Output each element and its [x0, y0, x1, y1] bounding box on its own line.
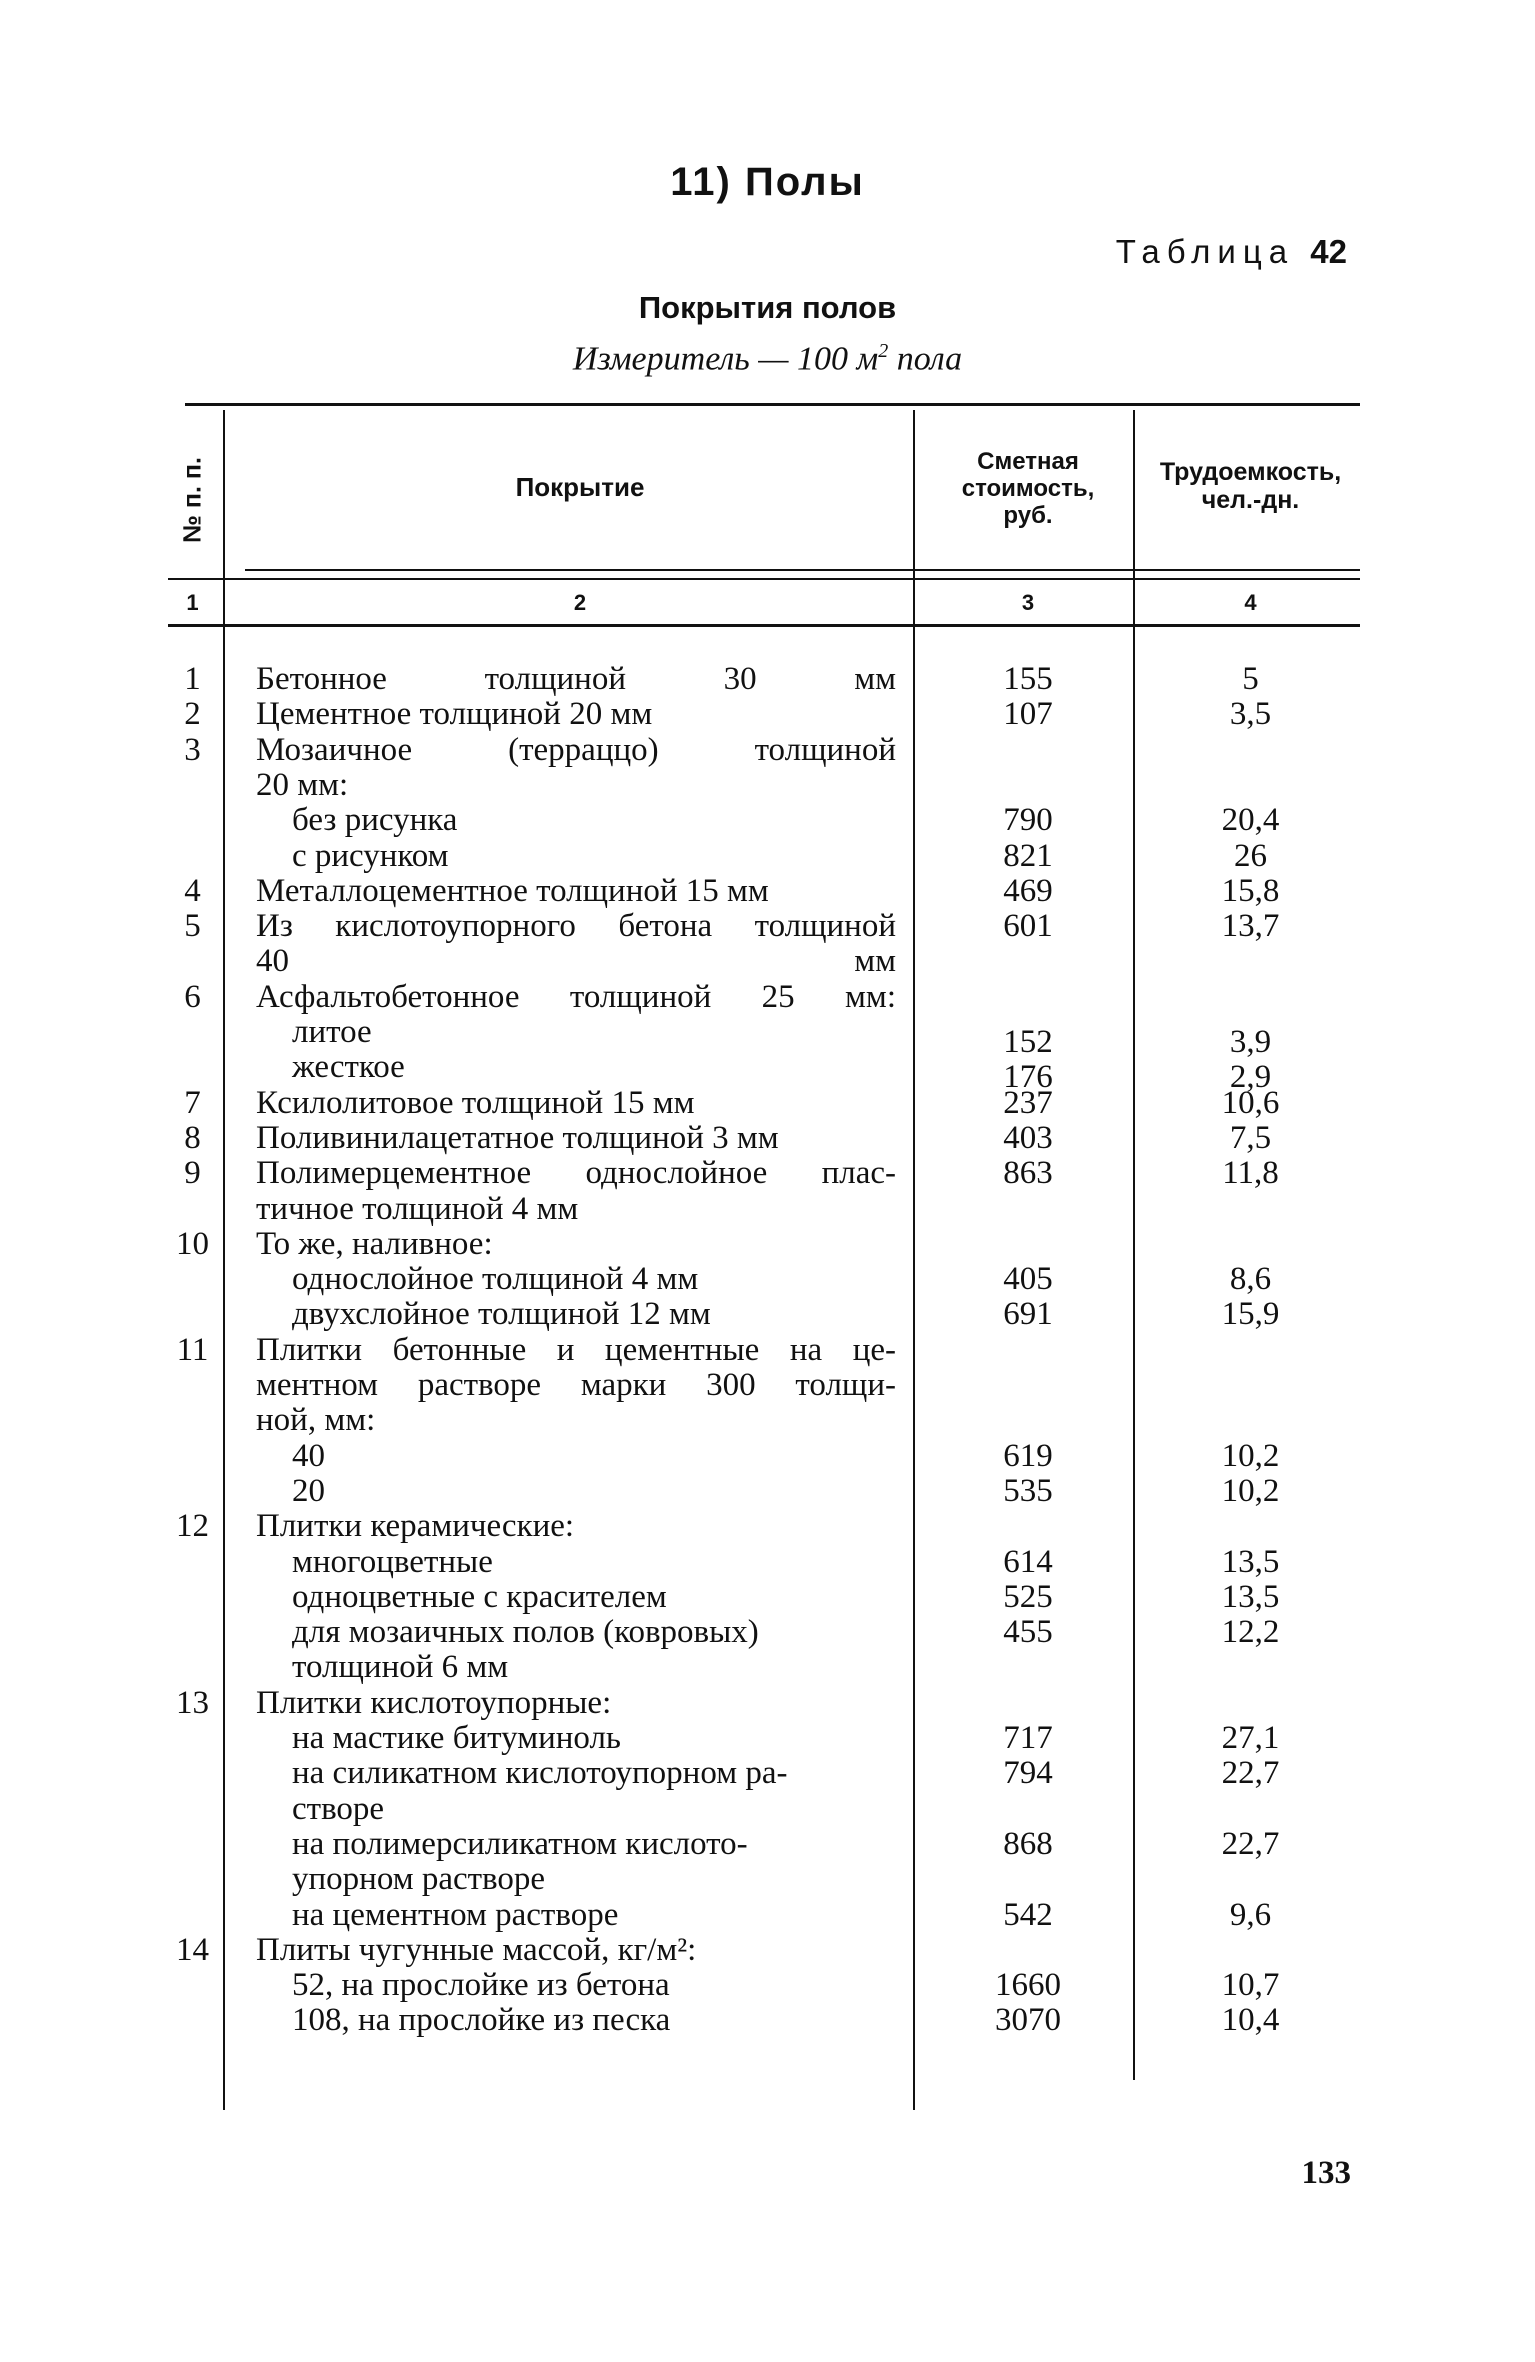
col-divider-1	[223, 410, 225, 2110]
numbers-bottom-rule	[168, 624, 1360, 627]
row-description: на мастике битуминоль	[292, 1720, 621, 1756]
header-cost	[918, 448, 1138, 529]
row-description: Плитки кислотоупорные:	[256, 1684, 612, 1721]
row-labor: 27,1	[1221, 1720, 1280, 1756]
row-cost: 790	[1003, 802, 1053, 839]
row-description: на силикатном кислотоупорном ра-	[292, 1755, 788, 1792]
row-labor: 3,9	[1229, 1024, 1272, 1060]
row-labor: 3,5	[1229, 696, 1272, 733]
header-coverage: Покрытие	[515, 472, 645, 502]
row-description: 40	[292, 1437, 325, 1474]
row-cost: 237	[1003, 1084, 1053, 1121]
row-number: 8	[184, 1119, 201, 1156]
column-number-3: 3	[1021, 590, 1035, 615]
row-description: на полимерсиликатном кислото-	[292, 1825, 748, 1862]
col-divider-2	[913, 410, 915, 2110]
header-labor-line2: чел.-дн.	[1201, 486, 1300, 514]
row-description: Плитки бетонные и цементные на це-	[256, 1331, 896, 1368]
row-description: без рисунка	[292, 802, 458, 839]
row-cost: 542	[1003, 1896, 1053, 1933]
row-description: Мозаичное (терраццо) толщиной	[256, 731, 896, 768]
row-labor: 2,9	[1229, 1059, 1272, 1096]
page-number: 133	[1301, 2155, 1351, 2191]
numbers-top-rule	[168, 578, 1360, 580]
row-description: 108, на прослойке из песка	[292, 2002, 671, 2039]
row-cost: 535	[1003, 1472, 1053, 1509]
row-number: 4	[184, 872, 201, 909]
table-unit-m: м	[856, 340, 879, 378]
table-unit-prefix: Измеритель — 100	[572, 340, 848, 378]
row-description: 40 мм	[256, 943, 896, 980]
row-description: Асфальтобетонное толщиной 25 мм:	[256, 978, 896, 1015]
row-number: 10	[176, 1225, 209, 1262]
row-cost: 152	[1003, 1024, 1053, 1060]
row-labor: 22,7	[1221, 1825, 1280, 1862]
row-number: 7	[184, 1084, 201, 1121]
row-number: 12	[176, 1508, 209, 1545]
row-labor: 10,2	[1221, 1437, 1280, 1474]
row-description: упорном растворе	[292, 1861, 546, 1898]
table-top-rule	[185, 403, 1360, 406]
table-unit-sup: 2	[878, 340, 889, 362]
row-number: 1	[184, 661, 201, 697]
row-description: на цементном растворе	[292, 1896, 619, 1933]
table-label-word: Таблица	[1115, 233, 1295, 270]
row-cost: 691	[1003, 1296, 1053, 1333]
row-description: Плитки керамические:	[256, 1508, 575, 1545]
row-description: То же, наливное:	[256, 1225, 493, 1262]
row-description: Цементное толщиной 20 мм	[256, 696, 653, 733]
row-description: двухслойное толщиной 12 мм	[292, 1296, 711, 1333]
row-labor: 8,6	[1229, 1261, 1272, 1298]
row-cost: 469	[1003, 872, 1053, 909]
row-number: 11	[176, 1331, 209, 1368]
row-cost: 868	[1003, 1825, 1053, 1862]
row-labor: 7,5	[1229, 1119, 1272, 1156]
row-description: литое	[292, 1014, 372, 1050]
row-description: 20	[292, 1472, 325, 1509]
header-labor	[1138, 458, 1363, 514]
row-number: 2	[184, 696, 201, 733]
row-labor: 9,6	[1229, 1896, 1272, 1933]
header-num: № п. п.	[178, 457, 207, 543]
row-description: для мозаичных полов (ковровых)	[292, 1614, 759, 1651]
row-cost: 403	[1003, 1119, 1053, 1156]
row-description: створе	[292, 1790, 385, 1827]
row-labor: 13,5	[1221, 1578, 1280, 1615]
row-labor: 15,8	[1221, 872, 1280, 909]
row-description: однослойное толщиной 4 мм	[292, 1261, 699, 1298]
row-description: Поливинилацетатное толщиной 3 мм	[256, 1119, 779, 1156]
row-cost: 525	[1003, 1578, 1053, 1615]
row-number: 3	[184, 731, 201, 768]
header-bottom-rule	[245, 569, 1360, 571]
header-labor-line1: Трудоемкость,	[1159, 458, 1342, 486]
row-labor: 13,7	[1221, 908, 1280, 945]
row-labor: 26	[1234, 837, 1267, 874]
row-description: жесткое	[292, 1049, 405, 1086]
row-labor: 10,2	[1221, 1472, 1280, 1509]
row-labor: 20,4	[1221, 802, 1280, 839]
row-number: 13	[176, 1684, 209, 1721]
column-number-4: 4	[1244, 590, 1257, 615]
row-description: с рисунком	[292, 837, 449, 874]
row-cost: 717	[1003, 1720, 1053, 1756]
row-description: Из кислотоупорного бетона толщиной	[256, 908, 896, 945]
row-number: 6	[184, 978, 201, 1015]
row-number: 9	[184, 1155, 201, 1192]
section-title: 11) Полы	[670, 160, 865, 204]
row-description: ной, мм:	[256, 1402, 376, 1439]
row-description: Плиты чугунные массой, кг/м²:	[256, 1931, 697, 1968]
row-cost: 455	[1003, 1614, 1053, 1651]
row-labor: 10,7	[1221, 1967, 1280, 2004]
row-labor: 22,7	[1221, 1755, 1280, 1792]
row-cost: 3070	[995, 2002, 1061, 2039]
row-cost: 405	[1003, 1261, 1053, 1298]
row-cost: 155	[1003, 661, 1053, 697]
row-cost: 614	[1003, 1543, 1053, 1580]
row-labor: 15,9	[1221, 1296, 1280, 1333]
row-description: Металлоцементное толщиной 15 мм	[256, 872, 769, 909]
header-cost-line1: Сметная	[977, 448, 1079, 475]
row-cost: 176	[1003, 1059, 1053, 1096]
row-description: Ксилолитовое толщиной 15 мм	[256, 1084, 695, 1121]
row-description: многоцветные	[292, 1543, 493, 1580]
row-cost: 619	[1003, 1437, 1053, 1474]
header-cost-line3: руб.	[1003, 502, 1053, 529]
row-labor: 13,5	[1221, 1543, 1280, 1580]
row-number: 14	[176, 1931, 209, 1968]
row-cost: 601	[1003, 908, 1053, 945]
row-description: 52, на прослойке из бетона	[292, 1967, 670, 2004]
row-labor: 10,4	[1221, 2002, 1280, 2039]
row-cost: 1660	[995, 1967, 1061, 2004]
row-cost: 821	[1003, 837, 1053, 874]
table-label-number: 42	[1310, 233, 1347, 270]
row-labor: 12,2	[1221, 1614, 1280, 1651]
row-description: Бетонное толщиной 30 мм	[256, 661, 896, 697]
row-description: тичное толщиной 4 мм	[256, 1190, 579, 1227]
row-description: Полимерцементное однослойное плас-	[256, 1155, 896, 1192]
table-label	[1116, 233, 1347, 271]
row-cost: 863	[1003, 1155, 1053, 1192]
row-cost: 107	[1003, 696, 1053, 733]
column-number-1: 1	[186, 590, 199, 615]
row-description: одноцветные с красителем	[292, 1578, 667, 1615]
row-number: 5	[184, 908, 201, 945]
table-unit-suffix: пола	[896, 340, 963, 378]
row-description: 20 мм:	[256, 766, 349, 803]
row-description: ментном растворе марки 300 толщи-	[256, 1367, 896, 1403]
header-cost-line2: стоимость,	[961, 475, 1095, 502]
column-number-2: 2	[573, 590, 587, 615]
row-labor: 5	[1242, 661, 1259, 697]
row-labor: 10,6	[1221, 1084, 1280, 1121]
row-labor: 11,8	[1222, 1155, 1279, 1192]
table-caption: Покрытия полов	[638, 290, 897, 325]
row-description: толщиной 6 мм	[292, 1649, 509, 1686]
table-unit	[0, 340, 1535, 378]
row-cost: 794	[1003, 1755, 1053, 1792]
